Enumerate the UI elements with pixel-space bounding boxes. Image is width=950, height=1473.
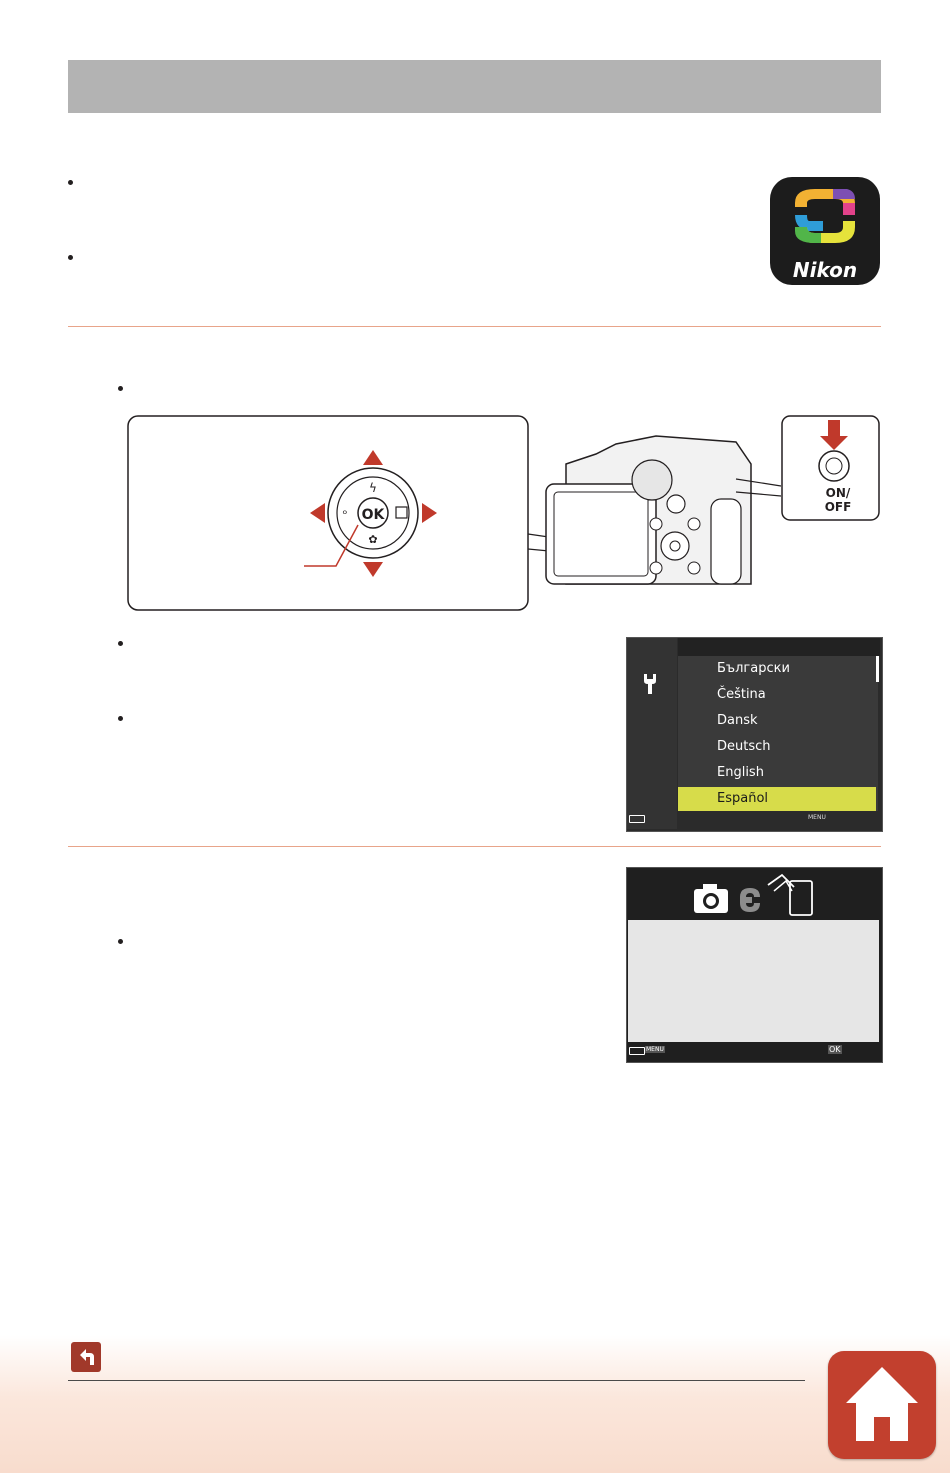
ok-button-label: OK [361, 507, 385, 523]
power-label-line2: OFF [824, 500, 852, 514]
home-icon [828, 1351, 936, 1459]
battery-icon [629, 1047, 645, 1055]
bullet [118, 386, 123, 391]
scrollbar[interactable] [876, 656, 879, 682]
footer-band [0, 1335, 950, 1473]
settings-sidebar [627, 638, 677, 829]
section-divider [68, 846, 881, 847]
language-option-selected[interactable]: Español [717, 791, 769, 806]
snapbridge-logo-icon [740, 888, 760, 912]
ok-hint: OK [829, 1045, 841, 1054]
connection-graphic [690, 873, 820, 919]
camera-icon [694, 884, 728, 913]
nikon-logo-text: Nikon [792, 258, 858, 282]
macro-icon: ✿ [368, 533, 378, 546]
bullet [118, 939, 123, 944]
language-highlight [678, 787, 876, 811]
flash-icon: ϟ [369, 481, 377, 495]
bullet [118, 641, 123, 646]
language-option[interactable]: Deutsch [717, 739, 771, 754]
power-label-line1: ON/ [825, 486, 851, 500]
back-button[interactable] [71, 1342, 101, 1372]
connect-screen-body [628, 920, 879, 1042]
bullet [68, 180, 73, 185]
camera-diagram [126, 414, 882, 614]
wrench-icon [641, 672, 659, 696]
bullet [68, 255, 73, 260]
language-list-header [678, 638, 880, 656]
language-option[interactable]: Čeština [717, 687, 766, 702]
bullet [118, 716, 123, 721]
self-timer-icon: ᵒ [342, 507, 348, 521]
language-option[interactable]: English [717, 765, 764, 780]
snapbridge-app-icon[interactable] [770, 177, 880, 285]
camera-body-illustration [546, 436, 781, 584]
section-divider [68, 326, 881, 327]
power-button-callout [782, 416, 879, 520]
back-arrow-icon [71, 1342, 101, 1372]
menu-hint: MENU [646, 1046, 664, 1053]
language-option[interactable]: Dansk [717, 713, 758, 728]
battery-icon [629, 815, 645, 823]
home-button[interactable] [828, 1351, 936, 1459]
language-option[interactable]: Български [717, 661, 790, 676]
page-header-bar [68, 60, 881, 113]
menu-hint: MENU [808, 814, 826, 821]
footer-rule [68, 1380, 805, 1381]
phone-icon [768, 875, 812, 915]
